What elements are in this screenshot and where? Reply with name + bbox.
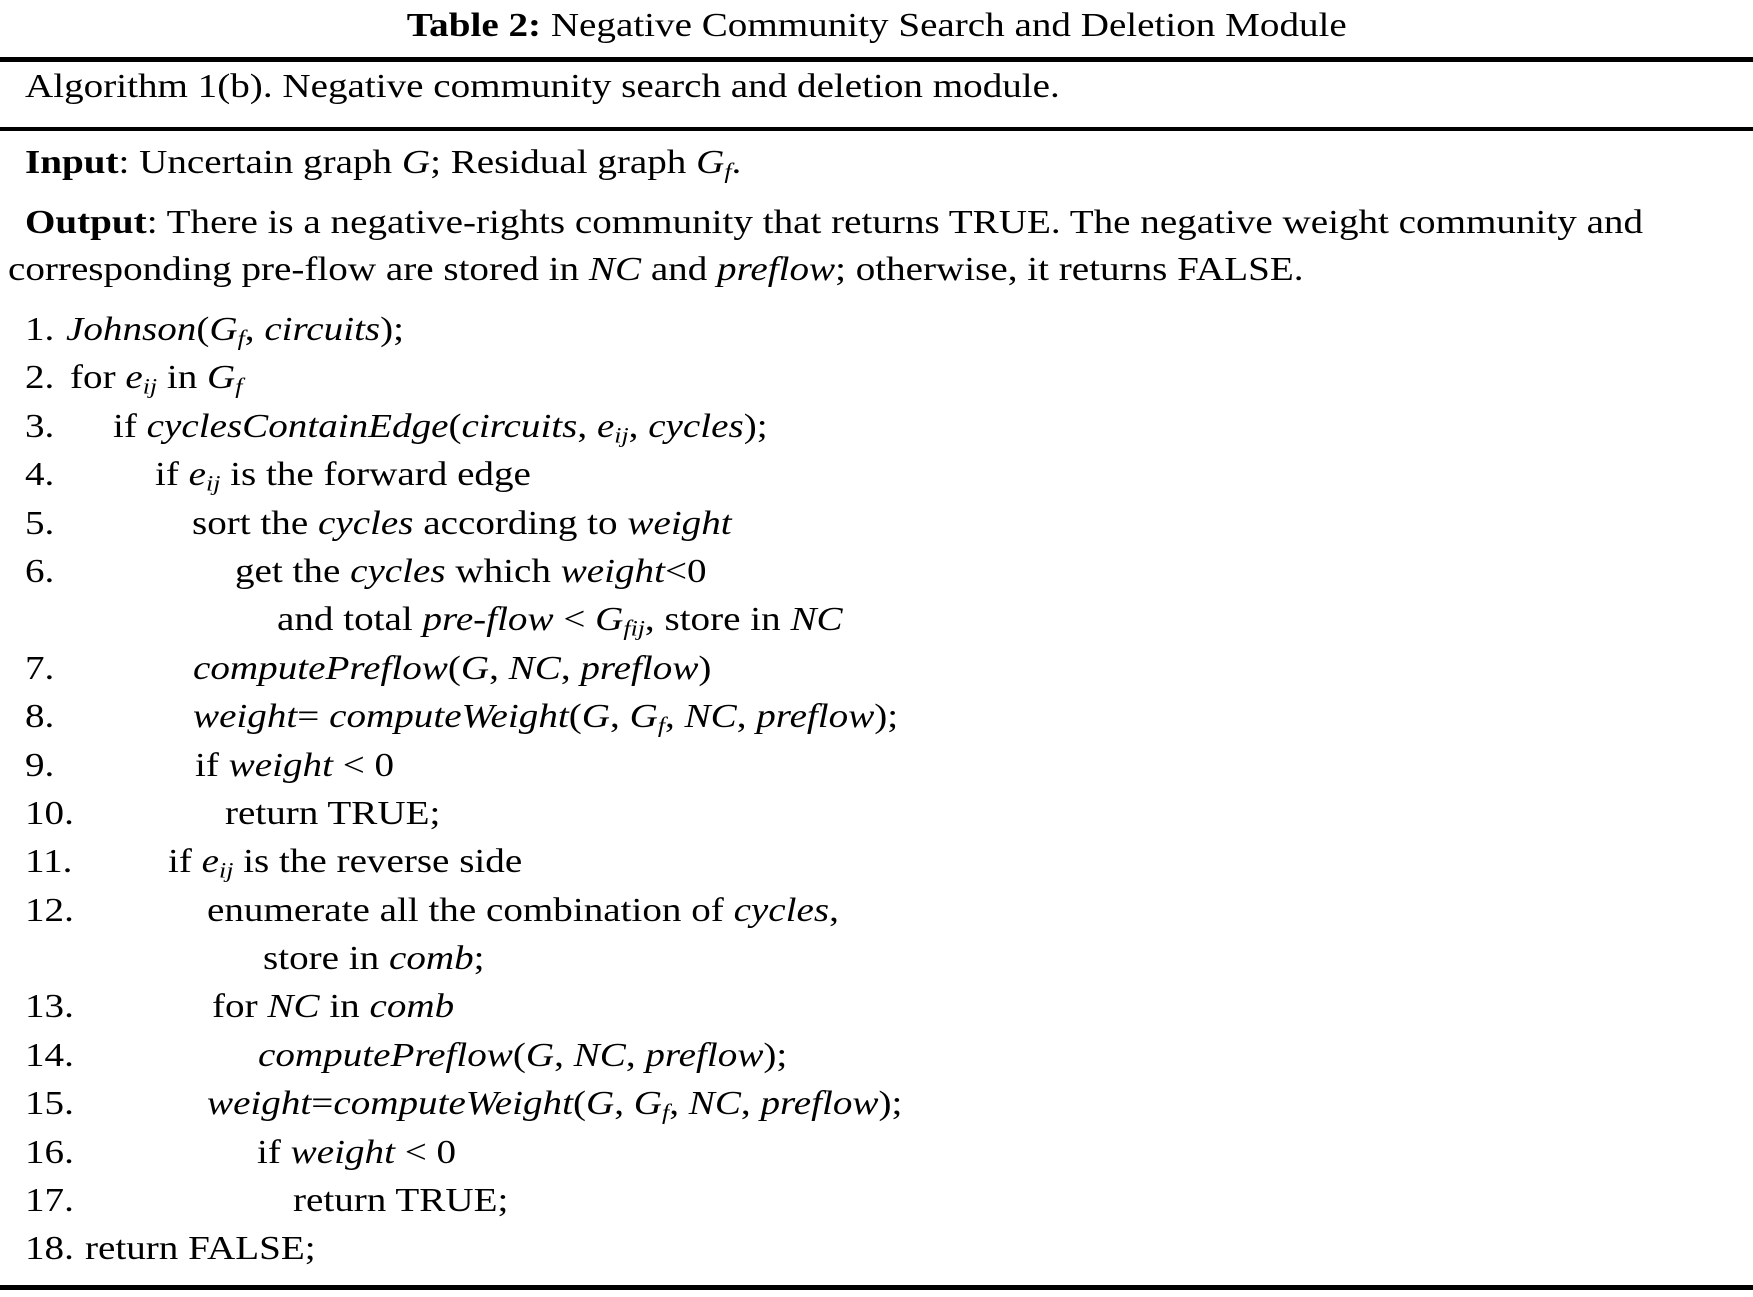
algorithm-line-17: [0, 1177, 1753, 1225]
line-text: get the cycles which weight<0: [235, 552, 707, 590]
middle-rule: [0, 127, 1753, 131]
algorithm-line-18: [0, 1225, 1753, 1273]
line-text: if $e_{ij}$ is the reverse side: [168, 843, 523, 883]
line-number: 17.: [25, 1182, 74, 1220]
line-text: store in comb;: [263, 940, 485, 978]
line-text: for NC in comb: [212, 988, 455, 1026]
algorithm-line-6-continuation: [0, 596, 1753, 644]
algorithm-line-15: [0, 1080, 1753, 1128]
table-title: [0, 0, 1753, 56]
line-number: 10.: [25, 794, 74, 832]
line-number: 14.: [25, 1036, 74, 1074]
line-number: 12.: [25, 891, 74, 929]
line-number: 11.: [25, 843, 73, 881]
top-rule: [0, 57, 1753, 62]
line-number: 15.: [25, 1085, 74, 1123]
line-text: computePreflow(G, NC, preflow);: [258, 1036, 788, 1074]
line-number: 5.: [25, 504, 55, 542]
line-number: 2.: [25, 359, 55, 397]
algorithm-line-5: [0, 500, 1753, 548]
line-number: 4.: [25, 456, 55, 494]
line-number: 1.: [25, 311, 55, 348]
line-number: 8.: [25, 698, 55, 736]
line-text: computePreflow(G, NC, preflow): [193, 649, 712, 687]
algorithm-line-14: [0, 1032, 1753, 1080]
input-line-text: Input: Uncertain graph G; Residual graph $G_f$.: [25, 144, 742, 184]
algorithm-line-8: [0, 693, 1753, 741]
line-text: enumerate all the combination of cycles,: [207, 891, 839, 929]
output-line-1-text: Output: There is a negative-rights community that returns TRUE. The negative weight community and: [25, 204, 1644, 241]
table-title-text: Table 2: Negative Community Search and Deletion Module: [406, 7, 1347, 44]
algorithm-line-2: [0, 354, 1753, 402]
input-line: [25, 141, 742, 185]
algorithm-line-11: [0, 838, 1753, 886]
output-line-1: [25, 201, 1644, 245]
algorithm-line-3: [0, 403, 1753, 451]
algorithm-line-16: [0, 1129, 1753, 1177]
line-number: 3.: [25, 407, 55, 445]
line-text: if cyclesContainEdge(circuits, $e_{ij}$, cycles);: [113, 407, 768, 448]
algorithm-line-13: [0, 983, 1753, 1031]
algorithm-line-4: [0, 451, 1753, 499]
line-text: weight= computeWeight(G, $G_f$, NC, preflow);: [193, 698, 899, 738]
algorithm-line-10: [0, 790, 1753, 838]
algorithm-line-6: [0, 548, 1753, 596]
output-line-2: [8, 248, 1304, 292]
line-text: for $e_{ij}$ in $G_f$: [70, 359, 243, 399]
line-number: 9.: [25, 746, 55, 784]
line-text: if weight < 0: [195, 746, 395, 784]
output-line-2-text: corresponding pre-flow are stored in NC and preflow; otherwise, it returns FALSE.: [8, 251, 1304, 288]
line-number: 6.: [25, 552, 55, 590]
line-text: if $e_{ij}$ is the forward edge: [155, 456, 531, 496]
algorithm-line-9: [0, 742, 1753, 790]
line-text: return TRUE;: [225, 794, 441, 832]
algorithm-line-12-continuation: [0, 935, 1753, 983]
line-number: 18.: [25, 1230, 74, 1268]
algorithm-caption-text: Algorithm 1(b). Negative community search and deletion module.: [25, 68, 1060, 105]
line-text: return FALSE;: [85, 1230, 316, 1268]
line-number: 13.: [25, 988, 74, 1026]
line-number: 16.: [25, 1133, 74, 1171]
line-text: if weight < 0: [257, 1133, 457, 1171]
algorithm-line-7: [0, 645, 1753, 693]
line-text: return TRUE;: [293, 1182, 509, 1220]
algorithm-line-1: [0, 306, 1753, 354]
line-text: and total pre-flow < $G_{fij}$, store in NC: [277, 601, 843, 641]
line-text: weight=computeWeight(G, $G_f$, NC, preflow);: [207, 1085, 903, 1125]
algorithm-caption: [25, 65, 1060, 109]
line-text: $Johnson(G_f$, circuits);: [66, 311, 405, 351]
algorithm-line-12: [0, 887, 1753, 935]
line-text: sort the cycles according to weight: [192, 504, 732, 542]
bottom-rule: [0, 1285, 1753, 1290]
line-number: 7.: [25, 649, 55, 687]
algorithm-listing: [0, 306, 1753, 1274]
